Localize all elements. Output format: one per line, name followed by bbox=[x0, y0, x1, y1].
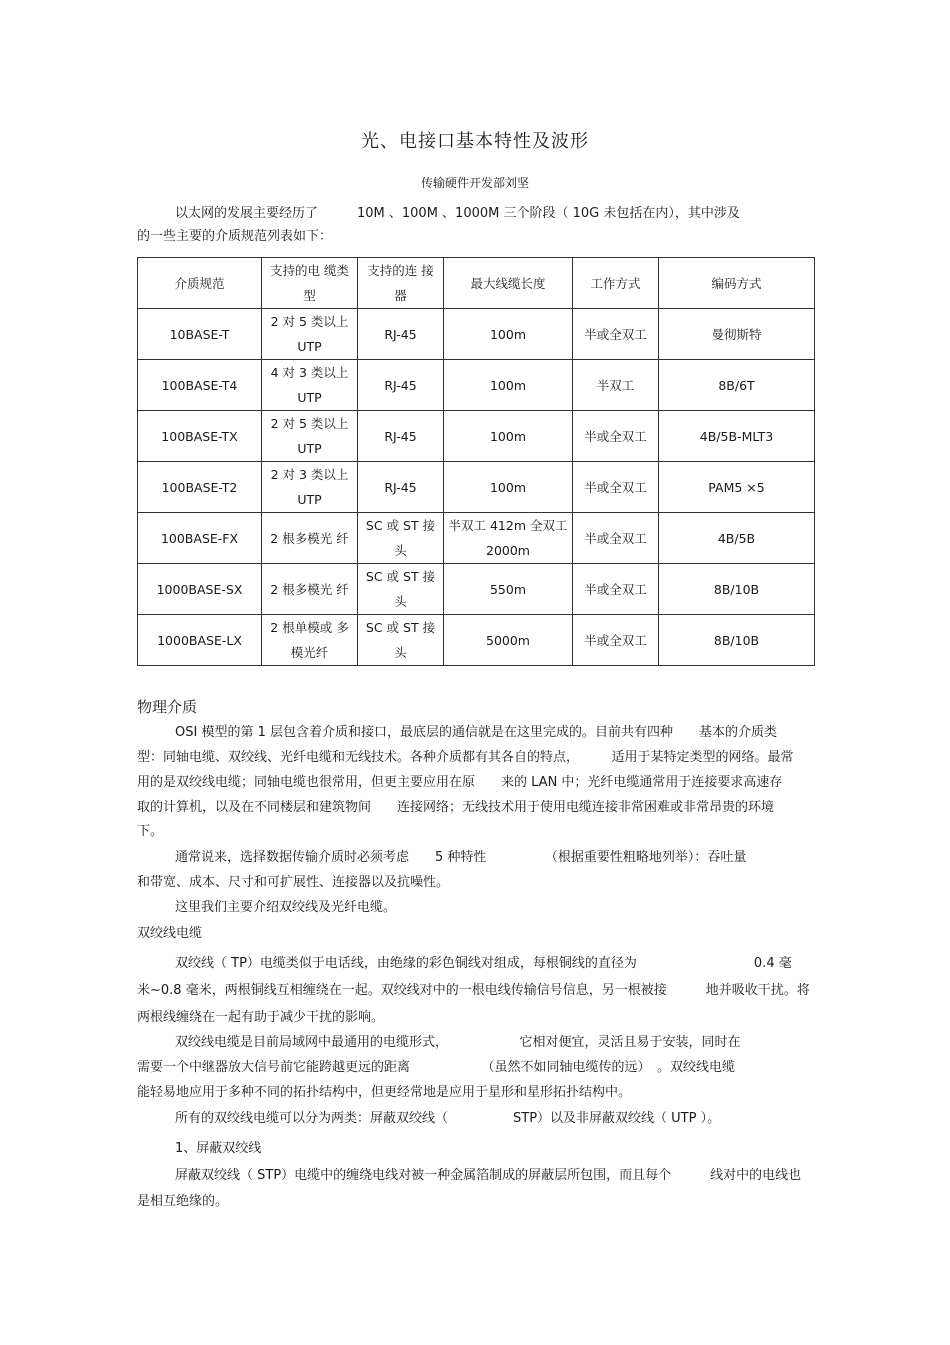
table-cell: 100m bbox=[444, 360, 573, 411]
table-row bbox=[138, 360, 815, 411]
table-cell: 半或全双工 bbox=[573, 309, 659, 360]
subsection-heading-stp: 1、屏蔽双绞线 bbox=[175, 1141, 262, 1156]
table-cell: RJ-45 bbox=[358, 462, 444, 513]
table-header-cell: 支持的电 缆类型 bbox=[262, 258, 358, 309]
paragraph-line: 双绞线电缆是目前局域网中最通用的电缆形式， 它相对便宜，灵活且易于安装，同时在 bbox=[175, 1035, 741, 1050]
paragraph-line: 通常说来，选择数据传输介质时必须考虑 5 种特性 （根据重要性粗略地列举）：吞吐量 bbox=[175, 850, 747, 865]
table-row bbox=[138, 411, 815, 462]
media-spec-table bbox=[137, 257, 815, 666]
table-cell: PAM5 ×5 bbox=[659, 462, 815, 513]
section-heading-physical-media: 物理介质 bbox=[137, 698, 198, 716]
table-cell: 半或全双工 bbox=[573, 513, 659, 564]
table-cell: 4B/5B-MLT3 bbox=[659, 411, 815, 462]
table-cell: 100m bbox=[444, 462, 573, 513]
paragraph-line: 下。 bbox=[137, 824, 164, 839]
table-cell: RJ-45 bbox=[358, 411, 444, 462]
table-cell: SC 或 ST 接头 bbox=[358, 615, 444, 666]
table-header-row bbox=[138, 258, 815, 309]
paragraph-line: 双绞线（ TP）电缆类似于电话线，由绝缘的彩色铜线对组成，每根铜线的直径为 0.4 毫 bbox=[175, 956, 792, 971]
table-cell: SC 或 ST 接头 bbox=[358, 564, 444, 615]
table-cell: 曼彻斯特 bbox=[659, 309, 815, 360]
paragraph-line: 这里我们主要介绍双绞线及光纤电缆。 bbox=[175, 900, 397, 915]
paragraph-line: 屏蔽双绞线（ STP）电缆中的缠绕电线对被一种金属箔制成的屏蔽层所包围，而且每个 线对中的电线也 bbox=[175, 1168, 802, 1183]
document-title: 光、电接口基本特性及波形 bbox=[361, 131, 589, 152]
table-row bbox=[138, 513, 815, 564]
table-cell: RJ-45 bbox=[358, 309, 444, 360]
table-header-cell: 支持的连 接器 bbox=[358, 258, 444, 309]
table-cell: 2 根单模或 多模光纤 bbox=[262, 615, 358, 666]
table-cell: 半双工 412m 全双工 2000m bbox=[444, 513, 573, 564]
table-cell: 2 对 5 类以上 UTP bbox=[262, 411, 358, 462]
table-cell: 2 对 3 类以上 UTP bbox=[262, 462, 358, 513]
table-cell: 8B/6T bbox=[659, 360, 815, 411]
table-cell: 100m bbox=[444, 309, 573, 360]
paragraph-line: 所有的双绞线电缆可以分为两类：屏蔽双绞线（ STP）以及非屏蔽双绞线（ UTP ）。 bbox=[175, 1111, 721, 1126]
intro-line-2: 的一些主要的介质规范列表如下： bbox=[137, 229, 333, 244]
table-cell: 5000m bbox=[444, 615, 573, 666]
table-cell: 4 对 3 类以上 UTP bbox=[262, 360, 358, 411]
table-cell: 100BASE-FX bbox=[138, 513, 262, 564]
table-cell: 1000BASE-LX bbox=[138, 615, 262, 666]
paragraph-line: 能轻易地应用于多种不同的拓扑结构中，但更经常地是应用于星形和星形拓扑结构中。 bbox=[137, 1085, 632, 1100]
paragraph-line: 用的是双绞线电缆；同轴电缆也很常用，但更主要应用在原 来的 LAN 中；光纤电缆通常用于连接要求高速存 bbox=[137, 775, 783, 790]
table-cell: 半或全双工 bbox=[573, 615, 659, 666]
table-cell: 半双工 bbox=[573, 360, 659, 411]
table-cell: 半或全双工 bbox=[573, 411, 659, 462]
document-author: 传输硬件开发部刘坚 bbox=[420, 176, 529, 190]
table-cell: 半或全双工 bbox=[573, 462, 659, 513]
table-cell: 100BASE-T4 bbox=[138, 360, 262, 411]
paragraph-line: 需要一个中继器放大信号前它能跨越更远的距离 （虽然不如同轴电缆传的远） 。双绞线电缆 bbox=[137, 1060, 736, 1075]
table-cell: 8B/10B bbox=[659, 615, 815, 666]
intro-line-1: 以太网的发展主要经历了 10M 、100M 、1000M 三个阶段（ 10G 未包括在内），其中涉及 bbox=[175, 206, 740, 221]
paragraph-line: OSI 模型的第 1 层包含着介质和接口，最底层的通信就是在这里完成的。目前共有四种 基本的介质类 bbox=[175, 725, 777, 740]
paragraph-line: 米~0.8 毫米，两根铜线互相缠绕在一起。双绞线对中的一根电线传输信号信息，另一根被接 地并吸收干扰。将 bbox=[137, 983, 810, 998]
table-header-cell: 最大线缆长度 bbox=[444, 258, 573, 309]
table-cell: 100BASE-TX bbox=[138, 411, 262, 462]
paragraph-line: 取的计算机，以及在不同楼层和建筑物间 连接网络；无线技术用于使用电缆连接非常困难或非常昂贵的环境 bbox=[137, 800, 775, 815]
table-cell: 2 根多模光 纤 bbox=[262, 513, 358, 564]
table-row bbox=[138, 615, 815, 666]
table-cell: RJ-45 bbox=[358, 360, 444, 411]
table-header-cell: 工作方式 bbox=[573, 258, 659, 309]
table-cell: 4B/5B bbox=[659, 513, 815, 564]
table-cell: 2 根多模光 纤 bbox=[262, 564, 358, 615]
table-cell: 半或全双工 bbox=[573, 564, 659, 615]
table-cell: 100BASE-T2 bbox=[138, 462, 262, 513]
paragraph-line: 两根线缠绕在一起有助于减少干扰的影响。 bbox=[137, 1010, 385, 1025]
paragraph-line: 型：同轴电缆、双绞线、光纤电缆和无线技术。各种介质都有其各自的特点， 适用于某特定类型的网络。最常 bbox=[137, 750, 794, 765]
table-cell: 2 对 5 类以上 UTP bbox=[262, 309, 358, 360]
table-header-cell: 编码方式 bbox=[659, 258, 815, 309]
table-cell: 550m bbox=[444, 564, 573, 615]
table-row bbox=[138, 309, 815, 360]
paragraph-line: 是相互绝缘的。 bbox=[137, 1194, 229, 1209]
table-cell: SC 或 ST 接头 bbox=[358, 513, 444, 564]
table-header-cell: 介质规范 bbox=[138, 258, 262, 309]
paragraph-line: 和带宽、成本、尺寸和可扩展性、连接器以及抗噪性。 bbox=[137, 875, 450, 890]
table-row bbox=[138, 462, 815, 513]
table-cell: 8B/10B bbox=[659, 564, 815, 615]
table-row bbox=[138, 564, 815, 615]
section-heading-twisted-pair: 双绞线电缆 bbox=[137, 926, 203, 941]
table-cell: 10BASE-T bbox=[138, 309, 262, 360]
table-cell: 1000BASE-SX bbox=[138, 564, 262, 615]
table-cell: 100m bbox=[444, 411, 573, 462]
